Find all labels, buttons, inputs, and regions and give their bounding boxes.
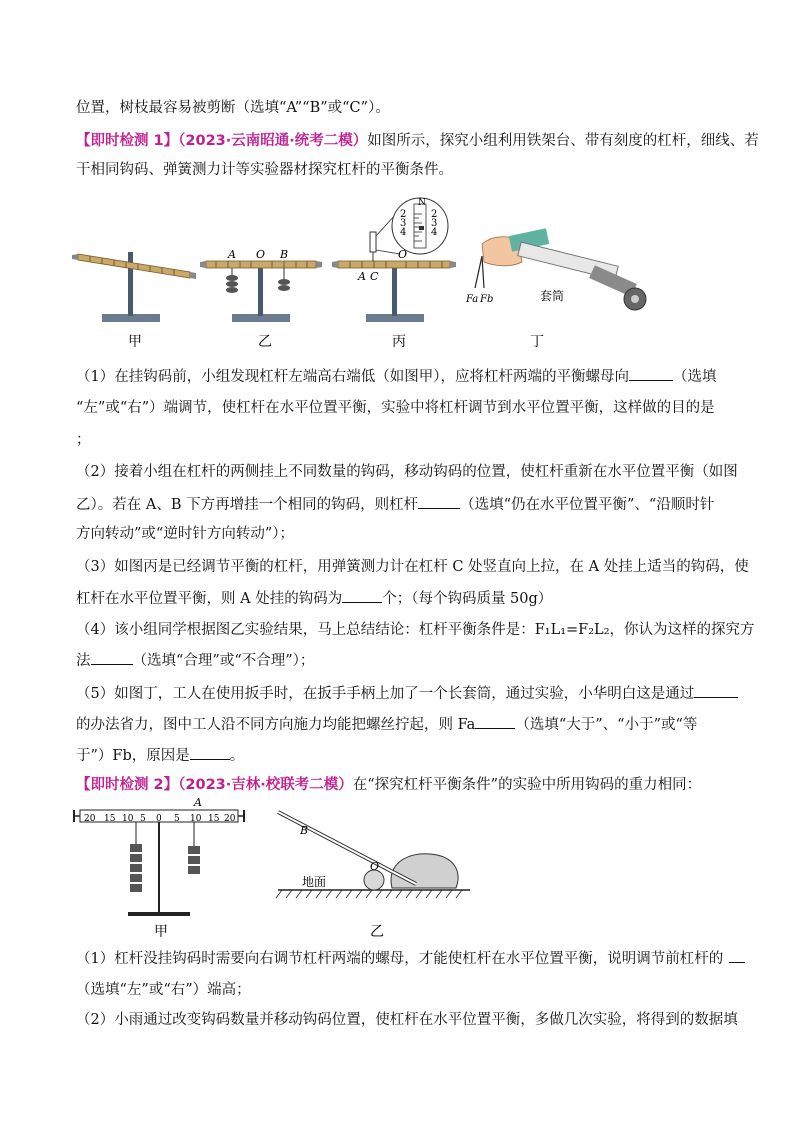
c1-q5-text-d: 于”）Fb，原因是 xyxy=(76,748,190,764)
fig2-label-b: B xyxy=(300,824,309,837)
c1-q4-line1: （4）该小组同学根据图乙实验结果，马上总结结论：杠杆平衡条件是：F₁L₁=F₂L₂，你认为这样的探究方 xyxy=(76,622,755,638)
c1-q5-blank-3[interactable] xyxy=(190,745,230,760)
c1-q4-blank[interactable] xyxy=(91,650,133,665)
bing-scale-2r: 2 xyxy=(431,209,438,220)
c1-q2-line3: 方向转动”或“逆时针方向转动”）； xyxy=(76,526,294,542)
bing-scale-2: 2 xyxy=(400,209,407,220)
top-line: 位置，树枝最容易被剪断（选填“A”“B”或“C”）。 xyxy=(76,100,390,116)
c1-q5-blank-2[interactable] xyxy=(475,714,515,729)
ding-label-fa: Fa xyxy=(466,294,479,305)
caption-ding: 丁 xyxy=(530,334,544,350)
ding-label-sleeve: 套筒 xyxy=(540,289,565,303)
c1-q5-line3 xyxy=(76,745,244,766)
fig2-jia xyxy=(74,810,244,916)
fig2-label-ground: 地面 xyxy=(302,875,327,889)
fig2-label-o: O xyxy=(370,860,380,873)
c1-q3-text-c: 个；（每个钩码质量 50g） xyxy=(382,591,553,607)
fig2-label-a: A xyxy=(194,796,202,809)
c1-q5-text-a: （5）如图丁，工人在使用扳手时，在扳手手柄上加了一个长套筒，通过实验，小华明白这是通过 xyxy=(76,686,695,702)
scale-15-left: 15 xyxy=(104,814,116,824)
check1-intro-1: 如图所示，探究小组利用铁架台、带有刻度的杠杆，细线、若 xyxy=(367,133,759,149)
scale-20-right: 20 xyxy=(224,814,236,824)
lever-figure-2 xyxy=(70,792,530,940)
fig-bing xyxy=(332,198,456,322)
c2-q2-line1: （2）小雨通过改变钩码数量并移动钩码位置，使杠杆在水平位置平衡，多做几次实验，将得到的数据填 xyxy=(76,1012,738,1028)
lever-figure-1 xyxy=(70,196,650,354)
scale-10-right: 10 xyxy=(190,814,202,824)
c1-q2-text-c: （选填“仍在水平位置平衡”、“沿顺时针 xyxy=(460,497,715,513)
bing-label-o: O xyxy=(398,248,408,261)
bing-scale-3: 3 xyxy=(400,218,407,229)
c1-q1-line3: ； xyxy=(76,432,91,448)
c2-q1-line2: （选填“左”或“右”）端高； xyxy=(76,982,251,998)
c1-q1-line2: “左”或“右”）端调节，使杠杆在水平位置平衡，实验中将杠杆调节到水平位置平衡，这样做的目的是 xyxy=(76,400,715,416)
scale-20-left: 20 xyxy=(84,814,96,824)
c1-q5-text-e: 。 xyxy=(229,748,245,764)
fig-jia xyxy=(72,252,196,322)
c1-q3-text-b: 杠杆在水平位置平衡，则 A 处挂的钩码为 xyxy=(76,591,343,607)
caption-jia: 甲 xyxy=(128,334,142,350)
c1-q2-text-b: 乙）。若在 A、B 下方再增挂一个相同的钩码，则杠杆 xyxy=(76,497,419,513)
c1-q3-line2 xyxy=(76,588,552,609)
fig2-caption-yi: 乙 xyxy=(370,924,384,940)
yi-label-b: B xyxy=(280,248,289,261)
c1-q1-blank-1[interactable] xyxy=(629,366,673,381)
c1-q5-blank-1[interactable] xyxy=(694,683,738,698)
scale-5-left: 5 xyxy=(140,814,146,824)
caption-yi: 乙 xyxy=(258,334,272,350)
check2-source: （2023·吉林·校联考二模） xyxy=(178,777,353,793)
bing-label-a: A xyxy=(358,270,366,283)
c1-q5-text-b: 的办法省力，图中工人沿不同方向施力均能把螺丝拧起，则 Fa xyxy=(76,717,476,733)
scale-5-right: 5 xyxy=(174,814,180,824)
c1-q4-line2 xyxy=(76,650,314,671)
check1-tag: 【即时检测 1】 xyxy=(76,133,179,149)
c2-q1-text-a: （1）杠杆没挂钩码时需要向右调节杠杆两端的螺母，才能使杠杆在水平位置平衡，说明调节前杠杆的 xyxy=(76,951,724,967)
c1-q5-line2 xyxy=(76,714,697,735)
scale-0: 0 xyxy=(156,814,162,824)
check1-source: （2023·云南昭通·统考二模） xyxy=(178,133,368,149)
c1-q3-blank[interactable] xyxy=(342,588,382,603)
fig-yi xyxy=(200,261,322,322)
c1-q5-line1 xyxy=(76,683,738,704)
c2-q1-line1 xyxy=(76,948,745,969)
bing-label-n: N xyxy=(418,198,426,208)
bing-label-c: C xyxy=(370,270,379,283)
bing-scale-4r: 4 xyxy=(431,227,438,238)
caption-bing: 丙 xyxy=(392,334,406,350)
c1-q4-text-c: （选填“合理”或“不合理”）； xyxy=(132,653,315,669)
check2-intro: 在“探究杠杆平衡条件”的实验中所用钩码的重力相同： xyxy=(352,777,702,793)
c1-q2-blank[interactable] xyxy=(418,494,460,509)
c1-q1-text-b: （选填 xyxy=(672,369,717,385)
check1-intro-2: 干相同钩码、弹簧测力计等实验器材探究杠杆的平衡条件。 xyxy=(76,162,453,178)
yi-label-a: A xyxy=(228,248,236,261)
bing-scale-3r: 3 xyxy=(431,218,438,229)
c1-q2-line1: （2）接着小组在杠杆的两侧挂上不同数量的钩码，移动钩码的位置，使杠杆重新在水平位置平衡（如图 xyxy=(76,464,738,480)
yi-label-o: O xyxy=(256,248,266,261)
ding-label-fb: Fb xyxy=(480,294,494,305)
c1-q3-line1: （3）如图丙是已经调节平衡的杠杆，用弹簧测力计在杠杆 C 处竖直向上拉，在 A 处挂上适当的钩码，使 xyxy=(76,559,749,575)
c1-q5-text-c: （选填“大于”、“小于”或“等 xyxy=(515,717,698,733)
check1-heading xyxy=(76,131,759,151)
fig2-caption-jia: 甲 xyxy=(154,924,168,940)
c1-q4-text-b: 法 xyxy=(76,653,91,669)
c1-q1-line1 xyxy=(76,366,716,387)
check2-tag: 【即时检测 2】 xyxy=(76,777,179,793)
scale-10-left: 10 xyxy=(122,814,134,824)
c2-q1-blank[interactable] xyxy=(729,948,745,963)
c1-q2-line2 xyxy=(76,494,714,515)
scale-15-right: 15 xyxy=(208,814,220,824)
c1-q1-text-a: （1）在挂钩码前，小组发现杠杆左端高右端低（如图甲），应将杠杆两端的平衡螺母向 xyxy=(76,369,629,385)
bing-scale-4: 4 xyxy=(400,227,407,238)
